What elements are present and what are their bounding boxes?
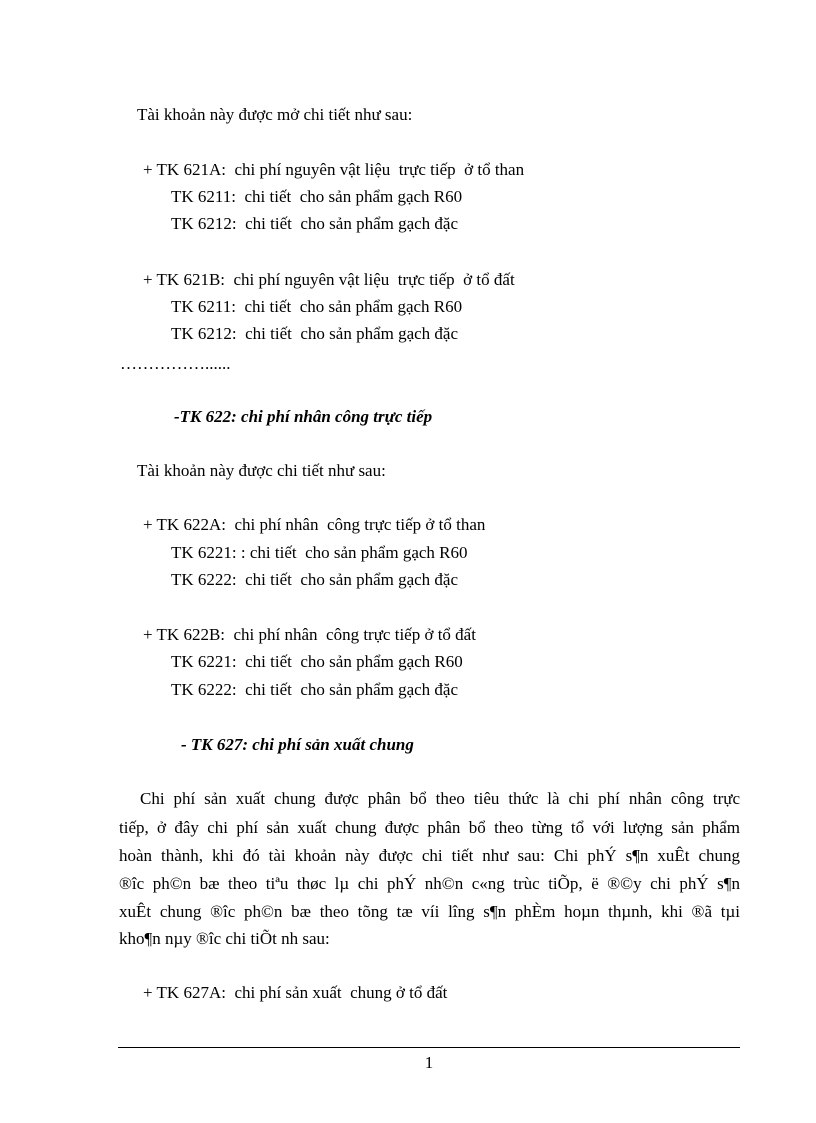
tk-627a: + TK 627A: chi phí sản xuất chung ở tổ đất [143,983,448,1002]
tk-622b: + TK 622B: chi phí nhân công trực tiếp ở tổ đất [143,625,476,644]
paragraph-line: kho¶n nµy ®îc chi tiÕt nh sau: [119,929,330,948]
tk-621b: + TK 621B: chi phí nguyên vật liệu trực tiếp ở tổ đất [143,270,515,289]
footer-rule [118,1047,740,1048]
intro-621: Tài khoản này được mở chi tiết như sau: [137,105,413,124]
tk-622b-6221: TK 6221: chi tiết cho sản phẩm gạch R60 [171,652,463,671]
tk-621a: + TK 621A: chi phí nguyên vật liệu trực tiếp ở tổ than [143,160,525,179]
tk-622a: + TK 622A: chi phí nhân công trực tiếp ở tổ than [143,515,486,534]
dots-separator: ……………...... [120,354,231,373]
tk-622a-6221: TK 6221: : chi tiết cho sản phẩm gạch R60 [171,543,468,562]
tk-621a-6211: TK 6211: chi tiết cho sản phẩm gạch R60 [171,187,463,206]
paragraph-line: hoàn thành, khi đó tài khoản này được chi tiết như sau: Chi phÝ s¶n xuÊt chung [119,846,740,865]
tk-622a-6222: TK 6222: chi tiết cho sản phẩm gạch đặc [171,570,459,589]
page-number: 1 [424,1053,434,1072]
tk-622b-6222: TK 6222: chi tiết cho sản phẩm gạch đặc [171,680,459,699]
heading-tk-627: - TK 627: chi phí sản xuất chung [181,735,414,754]
paragraph-line: xuÊt chung ®îc ph©n bæ theo tõng tæ víi lîng s¶n phÈm hoµn thµnh, khi ®ã tµi [119,902,740,921]
tk-621a-6212: TK 6212: chi tiết cho sản phẩm gạch đặc [171,214,459,233]
tk-621b-6212: TK 6212: chi tiết cho sản phẩm gạch đặc [171,324,459,343]
tk-621b-6211: TK 6211: chi tiết cho sản phẩm gạch R60 [171,297,463,316]
paragraph-line: ®îc ph©n bæ theo tiªu thøc lµ chi phÝ nh©n c«ng trùc tiÕp, ë ®©y chi phÝ s¶n [119,874,740,893]
paragraph-line: Chi phí sản xuất chung được phân bổ theo tiêu thức là chi phí nhân công trực [140,789,740,808]
heading-tk-622: -TK 622: chi phí nhân công trực tiếp [174,407,433,426]
paragraph-line: tiếp, ở đây chi phí sản xuất chung được phân bổ theo từng tổ với lượng sản phẩm [119,818,740,837]
intro-622: Tài khoản này được chi tiết như sau: [137,461,386,480]
